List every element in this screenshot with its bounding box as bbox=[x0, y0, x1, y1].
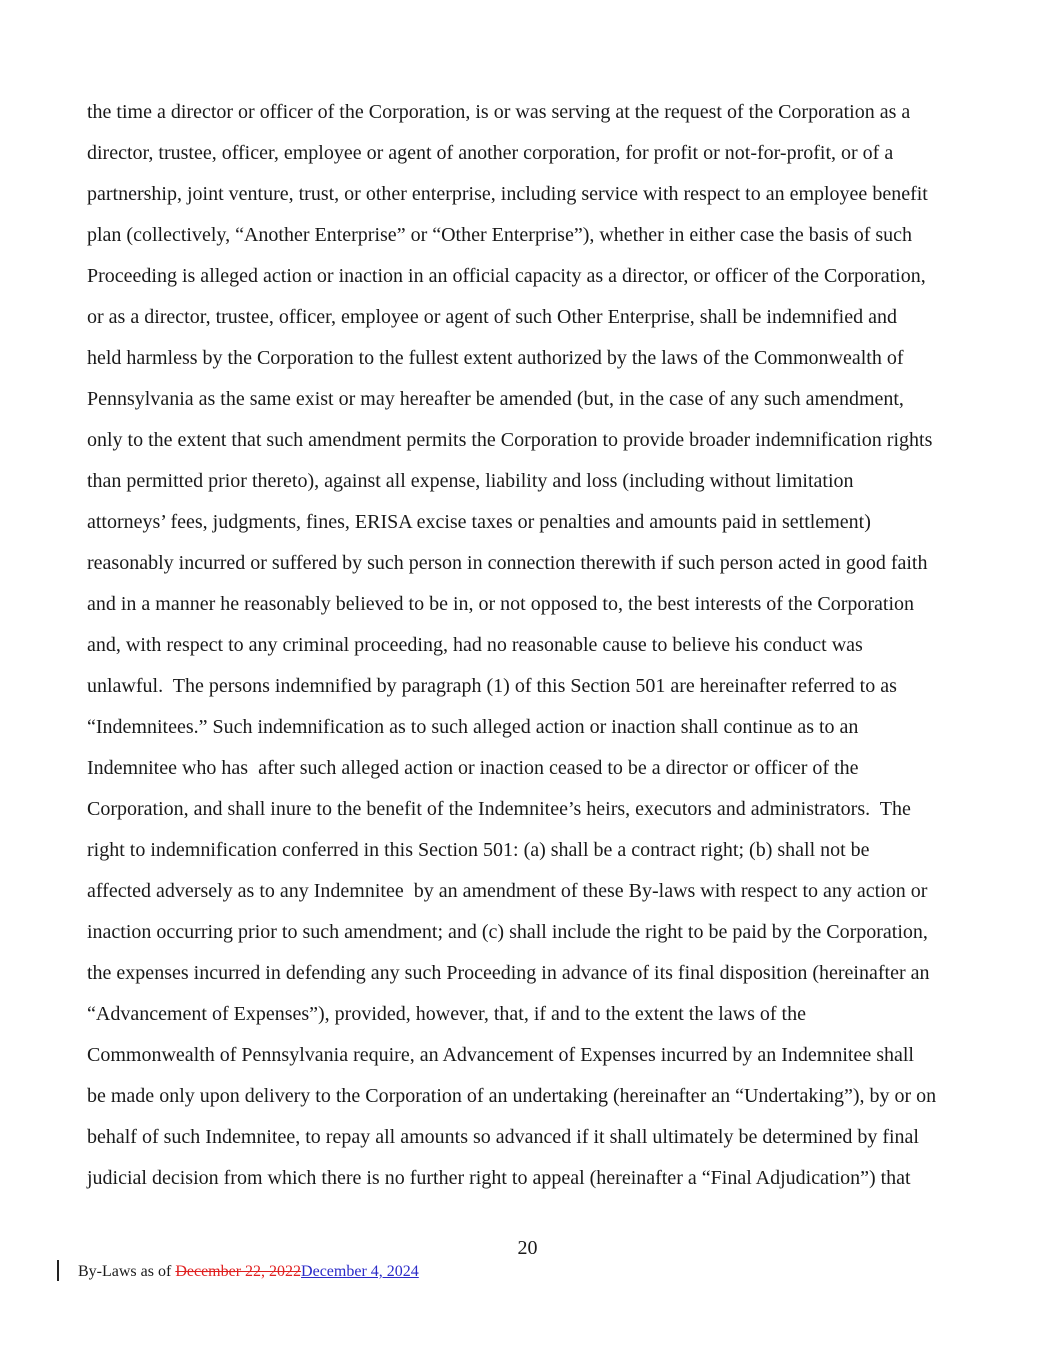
text-line: only to the extent that such amendment permits the Corporation to provide broader indemnification rights bbox=[87, 429, 933, 451]
text-line: and in a manner he reasonably believed to be in, or not opposed to, the best interests of the Corporation bbox=[87, 593, 915, 615]
text-line: be made only upon delivery to the Corporation of an undertaking (hereinafter an “Undertaking”), by or on bbox=[87, 1085, 937, 1107]
text-line: and, with respect to any criminal proceeding, had no reasonable cause to believe his conduct was bbox=[87, 634, 863, 656]
text-line: Commonwealth of Pennsylvania require, an Advancement of Expenses incurred by an Indemnitee shall bbox=[87, 1044, 914, 1066]
footer-inserted-date: December 4, 2024 bbox=[301, 1263, 419, 1280]
text-line: “Advancement of Expenses”), provided, however, that, if and to the extent the laws of the bbox=[87, 1003, 806, 1025]
text-line: partnership, joint venture, trust, or other enterprise, including service with respect to an employee benefit bbox=[87, 183, 928, 205]
text-line: Corporation, and shall inure to the benefit of the Indemnitee’s heirs, executors and administrators. The bbox=[87, 798, 911, 820]
text-line: Indemnitee who has after such alleged action or inaction ceased to be a director or officer of the bbox=[87, 757, 859, 779]
text-line: inaction occurring prior to such amendment; and (c) shall include the right to be paid by the Corporation, bbox=[87, 921, 928, 943]
text-line: affected adversely as to any Indemnitee by an amendment of these By-laws with respect to any action or bbox=[87, 880, 928, 902]
body-paragraph bbox=[87, 92, 997, 1199]
text-line: reasonably incurred or suffered by such person in connection therewith if such person acted in good faith bbox=[87, 552, 928, 574]
text-line: Proceeding is alleged action or inaction in an official capacity as a director, or officer of the Corporation, bbox=[87, 265, 926, 287]
text-line: the time a director or officer of the Corporation, is or was serving at the request of the Corporation as a bbox=[87, 101, 911, 123]
text-line: attorneys’ fees, judgments, fines, ERISA excise taxes or penalties and amounts paid in settlement) bbox=[87, 511, 871, 533]
text-line: right to indemnification conferred in this Section 501: (a) shall be a contract right; (b) shall not be bbox=[87, 839, 870, 861]
text-line: judicial decision from which there is no further right to appeal (hereinafter a “Final Adjudication”) that bbox=[87, 1167, 911, 1189]
page-number: 20 bbox=[517, 1237, 538, 1259]
tracked-change-bar bbox=[57, 1260, 59, 1281]
text-line: plan (collectively, “Another Enterprise” or “Other Enterprise”), whether in either case the basis of such bbox=[87, 224, 913, 246]
text-line: than permitted prior thereto), against all expense, liability and loss (including without limitation bbox=[87, 470, 854, 492]
footer bbox=[78, 1261, 419, 1283]
text-line: held harmless by the Corporation to the fullest extent authorized by the laws of the Commonwealth of bbox=[87, 347, 904, 369]
text-line: “Indemnitees.” Such indemnification as to such alleged action or inaction shall continue as to an bbox=[87, 716, 859, 738]
text-line: Pennsylvania as the same exist or may hereafter be amended (but, in the case of any such amendment, bbox=[87, 388, 904, 410]
footer-label: By-Laws as of bbox=[78, 1263, 176, 1280]
text-line: unlawful. The persons indemnified by paragraph (1) of this Section 501 are hereinafter referred to as bbox=[87, 675, 897, 697]
text-line: behalf of such Indemnitee, to repay all amounts so advanced if it shall ultimately be determined by final bbox=[87, 1126, 919, 1148]
text-line: director, trustee, officer, employee or agent of another corporation, for profit or not-for-profit, or of a bbox=[87, 142, 894, 164]
footer-deleted-date: December 22, 2022 bbox=[175, 1263, 302, 1280]
text-line: or as a director, trustee, officer, employee or agent of such Other Enterprise, shall be indemnified and bbox=[87, 306, 897, 328]
text-line: the expenses incurred in defending any such Proceeding in advance of its final disposition (hereinafter an bbox=[87, 962, 930, 984]
